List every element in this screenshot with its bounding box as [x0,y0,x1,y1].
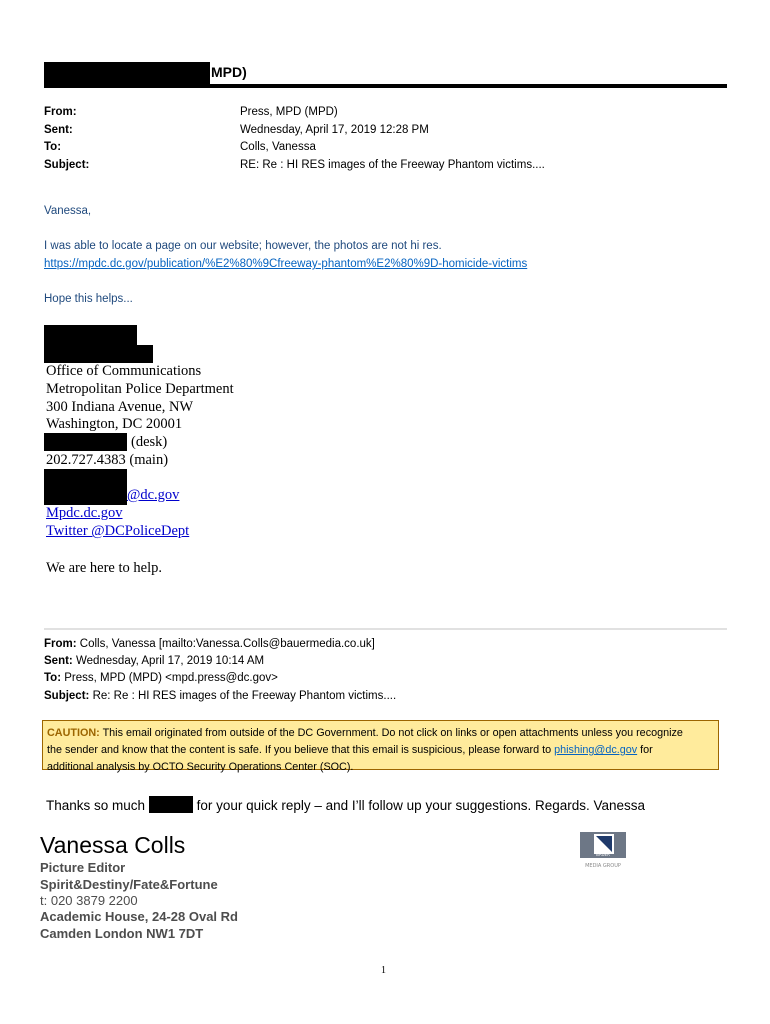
sig-office: Office of Communications [46,363,202,379]
fwd-to: To: Press, MPD (MPD) <mpd.press@dc.gov> [44,672,278,684]
body-line: I was able to locate a page on our website; however, the photos are not hi res. [44,240,442,252]
sent-value: Wednesday, April 17, 2019 12:28 PM [240,124,429,136]
sender-publications: Spirit&Destiny/Fate&Fortune [40,877,218,892]
bauer-logo [580,832,626,876]
subject-value: RE: Re : HI RES images of the Freeway Phantom victims.... [240,159,545,171]
sig-city: Washington, DC 20001 [46,416,183,432]
sender-name: Vanessa Colls [40,832,186,858]
redaction-email [44,469,127,505]
redaction-sender-name-1 [44,325,137,347]
caution-banner: CAUTION: This email originated from outside of the DC Government. Do not click on links or open attachments unless you recognize the sender and know that the content is safe. If you believe that this email is suspicious, please forward to phishing@dc.gov for additional analysis by OCTO Security Operations Center (SOC). [42,720,719,770]
reply-text: Thanks so much for your quick reply – and I’ll follow up your suggestions. Regards. Vanessa [46,798,646,813]
fwd-subject: Subject: Re: Re : HI RES images of the Freeway Phantom victims.... [44,690,397,702]
sig-desk-label: (desk) [131,434,168,450]
publication-link[interactable]: https://mpdc.dc.gov/publication/%E2%80%9Cfreeway-phantom%E2%80%9D-homicide-victims [44,258,528,270]
redaction-sender-name-2 [44,345,153,363]
to-value: Colls, Vanessa [240,141,316,153]
title-rule [44,84,727,88]
sig-email-link[interactable]: @dc.gov [127,487,180,503]
sig-department: Metropolitan Police Department [46,381,234,397]
page-title: MPD) [211,64,247,80]
caution-label: CAUTION: [47,727,100,739]
svg-text:BAUER: BAUER [596,852,610,857]
sent-label: Sent: [44,124,73,136]
svg-text:MEDIA GROUP: MEDIA GROUP [585,863,621,869]
sig-twitter-link[interactable]: Twitter @DCPoliceDept [46,523,190,539]
redaction-reply-name [149,796,193,813]
sig-main-phone: 202.727.4383 (main) [46,452,169,468]
to-label: To: [44,141,62,153]
greeting: Vanessa, [44,205,92,217]
fwd-from: From: Colls, Vanessa [mailto:Vanessa.Colls@bauermedia.co.uk] [44,638,375,650]
sender-address-2: Camden London NW1 7DT [40,926,204,941]
from-label: From: [44,106,77,118]
sig-motto: We are here to help. [46,560,162,576]
sender-phone: t: 020 3879 2200 [40,893,138,908]
sig-website-link[interactable]: Mpdc.dc.gov [46,505,123,521]
message-divider [44,628,727,630]
page-number: 1 [381,965,386,976]
redaction-desk-phone [44,433,127,451]
sig-address: 300 Indiana Avenue, NW [46,399,194,415]
from-value: Press, MPD (MPD) [240,106,338,118]
closing-line: Hope this helps... [44,293,133,305]
fwd-sent: Sent: Wednesday, April 17, 2019 10:14 AM [44,655,265,667]
sender-role: Picture Editor [40,860,126,875]
phishing-link[interactable]: phishing@dc.gov [554,744,638,756]
redaction-title [44,62,210,84]
subject-label: Subject: [44,159,90,171]
sender-address-1: Academic House, 24-28 Oval Rd [40,909,238,924]
